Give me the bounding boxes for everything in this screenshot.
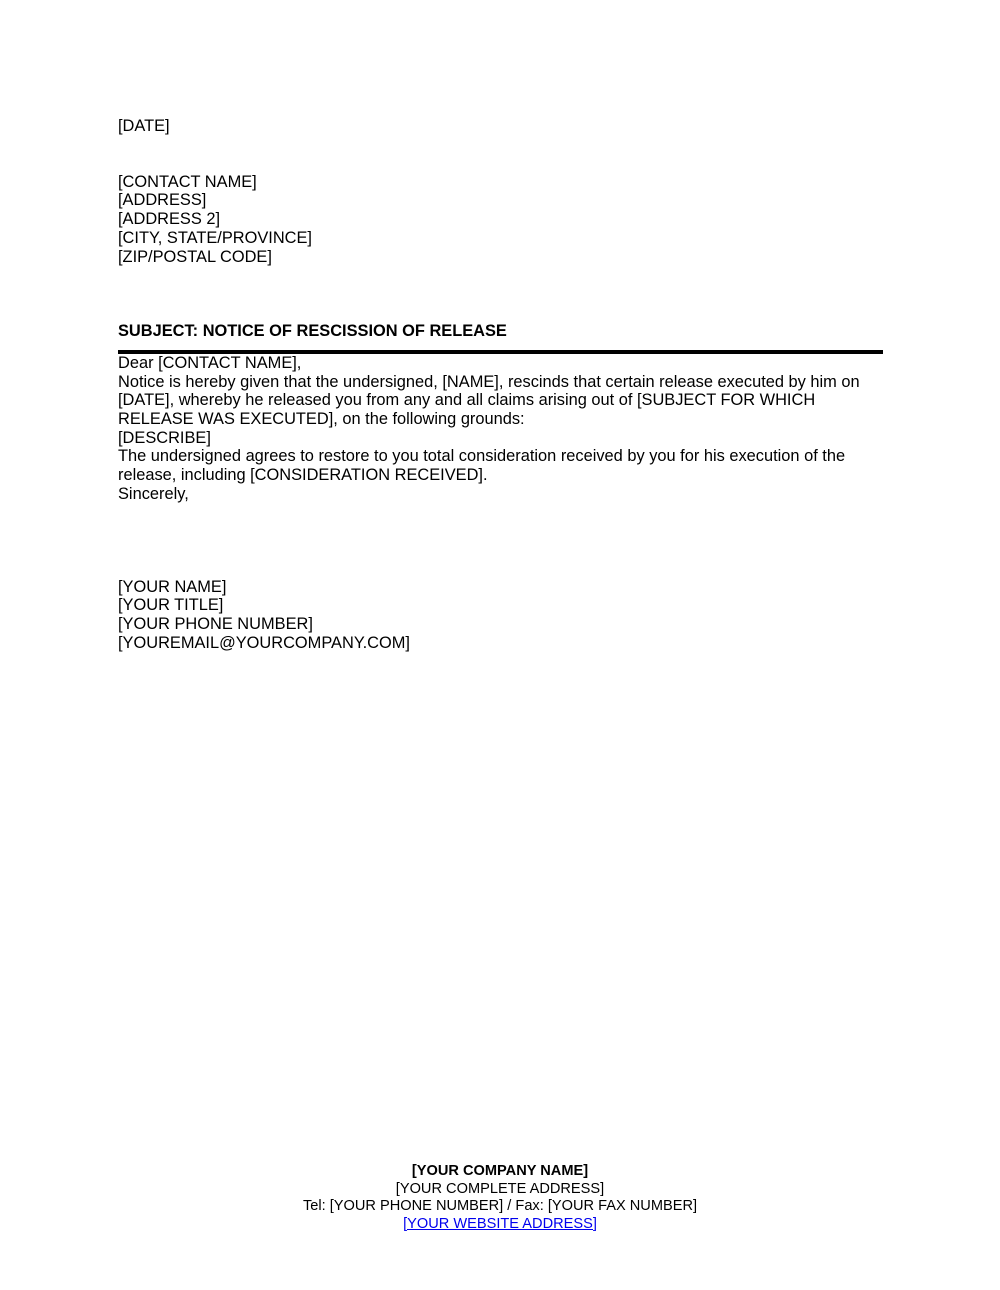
- letter-date: [DATE]: [118, 117, 170, 135]
- salutation: Dear [CONTACT NAME],: [118, 353, 302, 372]
- signature-block: [118, 578, 883, 653]
- page-footer: [0, 1163, 1000, 1233]
- describe-placeholder: [DESCRIBE]: [118, 428, 211, 447]
- notice-paragraph: Notice is hereby given that the undersigned, [NAME], rescinds that certain release executed by him on [DATE], whereby he released you from any and all claims arising out of [SUBJECT FOR WHICH RELEASE WAS EXECUTED], on the following grounds:: [118, 372, 860, 429]
- signature-title: [YOUR TITLE]: [118, 596, 224, 615]
- closing: Sincerely,: [118, 484, 189, 503]
- letter-body: [118, 117, 883, 652]
- recipient-address: [ADDRESS]: [118, 191, 207, 210]
- recipient-contact-name: [CONTACT NAME]: [118, 172, 257, 191]
- footer-company-name: [YOUR COMPANY NAME]: [411, 1163, 589, 1179]
- signature-name: [YOUR NAME]: [118, 577, 227, 596]
- recipient-zip: [ZIP/POSTAL CODE]: [118, 247, 272, 266]
- footer-contact-line: Tel: [YOUR PHONE NUMBER] / Fax: [YOUR FAX NUMBER]: [302, 1198, 698, 1214]
- footer-address: [YOUR COMPLETE ADDRESS]: [395, 1180, 605, 1197]
- signature-phone: [YOUR PHONE NUMBER]: [118, 614, 313, 633]
- recipient-address-block: [118, 173, 883, 267]
- recipient-address-2: [ADDRESS 2]: [118, 210, 221, 229]
- signature-email: [YOUREMAIL@YOURCOMPANY.COM]: [118, 633, 410, 652]
- recipient-city-state: [CITY, STATE/PROVINCE]: [118, 228, 312, 247]
- footer-website-link[interactable]: [YOUR WEBSITE ADDRESS]: [403, 1215, 597, 1232]
- restore-paragraph: The undersigned agrees to restore to you total consideration received by you for his execution of the release, including [CONSIDERATION RECEIVED].: [118, 447, 846, 485]
- subject-heading: SUBJECT: NOTICE OF RESCISSION OF RELEASE: [118, 322, 883, 354]
